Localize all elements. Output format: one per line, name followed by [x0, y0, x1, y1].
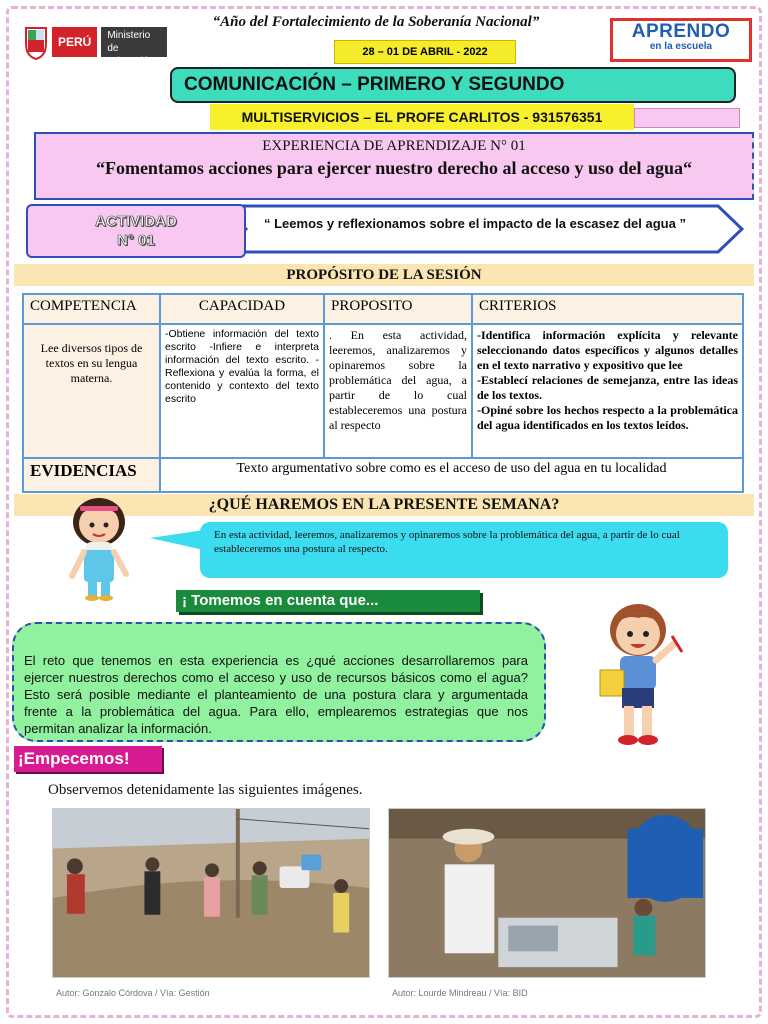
speech-bubble: En esta actividad, leeremos, analizaremos y opinaremos sobre la problemática del agua, a partir de lo cual estableceremos una postura al respecto.	[200, 522, 728, 578]
proposito-cell: . En esta actividad, leeremos, analizaremos y opinaremos sobre la problemática del agua, a partir de lo cual estableceremos una postura al respecto	[324, 324, 472, 458]
criterio-item: -Opiné sobre los hechos respecto a la problemática del agua identificados en los textos leídos.	[477, 403, 738, 432]
ministry-logo	[24, 18, 172, 66]
peru-label: PERÚ	[52, 27, 97, 57]
speech-tail	[150, 530, 204, 550]
experience-title: EXPERIENCIA DE APRENDIZAJE N° 01	[262, 138, 526, 154]
girl-illustration	[54, 494, 144, 602]
week-title: ¿QUÉ HAREMOS EN LA PRESENTE SEMANA?	[14, 494, 754, 516]
ministry-label: Ministerio de Educación	[101, 27, 167, 57]
tomemos-banner: ¡ Tomemos en cuenta que...	[176, 590, 480, 612]
activity-label	[26, 204, 246, 258]
course-title: COMUNICACIÓN – PRIMERO Y SEGUNDO	[170, 67, 736, 103]
activity-text: “ Leemos y reflexionamos sobre el impacto de la escasez del agua ”	[264, 216, 686, 231]
peru-shield-icon	[24, 24, 48, 60]
table-row	[23, 324, 743, 458]
boy-illustration	[590, 600, 690, 748]
competency-table	[22, 293, 744, 493]
evidencias-label: EVIDENCIAS	[23, 458, 160, 492]
capacidad-cell: -Obtiene información del texto escrito -Infiere e interpreta información del texto escrito. -Reflexiona y evalúa la forma, el contenido y contexto del texto escrito	[160, 324, 324, 458]
date-box: 28 – 01 DE ABRIL - 2022	[334, 40, 516, 64]
provider-accent	[634, 108, 740, 128]
criterio-item: -Identifica información explícita y relevante seleccionando datos específicos y algunos detalles en el texto narrativo y expositivo que lee	[477, 328, 738, 372]
provider-label: MULTISERVICIOS – EL PROFE CARLITOS - 931576351	[210, 104, 634, 130]
empecemos-banner: ¡Empecemos!	[14, 746, 162, 772]
criterio-item: -Establecí relaciones de semejanza, entre las ideas de los textos.	[477, 373, 738, 402]
criterios-cell	[472, 324, 743, 458]
reto-box: El reto que tenemos en esta experiencia es ¿qué acciones desarrollaremos para ejercer nuestros derechos como el acceso y uso de recursos básicos como el agua? Esto será posible mediante el planteamiento de una postura clara y argumentada frente a la problemática del agua. Para ello, emplearemos estrategias que nos permitan analizar la información.	[12, 622, 546, 742]
experience-box	[34, 132, 754, 200]
header-proposito: PROPOSITO	[324, 294, 472, 324]
year-title: “Año del Fortalecimiento de la Soberanía Nacional”	[212, 14, 540, 30]
evidencias-row	[23, 458, 743, 492]
photo-sink-water-tank	[388, 808, 706, 978]
table-header-row	[23, 294, 743, 324]
photo-water-carriers	[52, 808, 370, 978]
purpose-title: PROPÓSITO DE LA SESIÓN	[14, 264, 754, 286]
header-criterios: CRITERIOS	[472, 294, 743, 324]
activity-label-line1: ACTIVIDAD	[95, 213, 177, 230]
evidencias-text: Texto argumentativo sobre como es el acceso de uso del agua en tu localidad	[160, 458, 743, 492]
header-capacidad: CAPACIDAD	[160, 294, 324, 324]
activity-label-line2: N° 01	[117, 232, 155, 249]
competencia-cell: Lee diversos tipos de textos en su lengua materna.	[23, 324, 160, 458]
aprendo-logo	[610, 18, 752, 62]
aprendo-title: APRENDO	[631, 21, 731, 42]
experience-subtitle: “Fomentamos acciones para ejercer nuestro derecho al acceso y uso del agua“	[95, 158, 693, 178]
observe-text: Observemos detenidamente las siguientes imágenes.	[48, 782, 363, 798]
aprendo-subtitle: en la escuela	[649, 41, 713, 52]
header-competencia: COMPETENCIA	[23, 294, 160, 324]
photo-caption: Autor: Lourde Mindreau / Vía: BID	[392, 988, 528, 998]
photo-caption: Autor: Gonzalo Córdova / Vía: Gestión	[56, 988, 210, 998]
